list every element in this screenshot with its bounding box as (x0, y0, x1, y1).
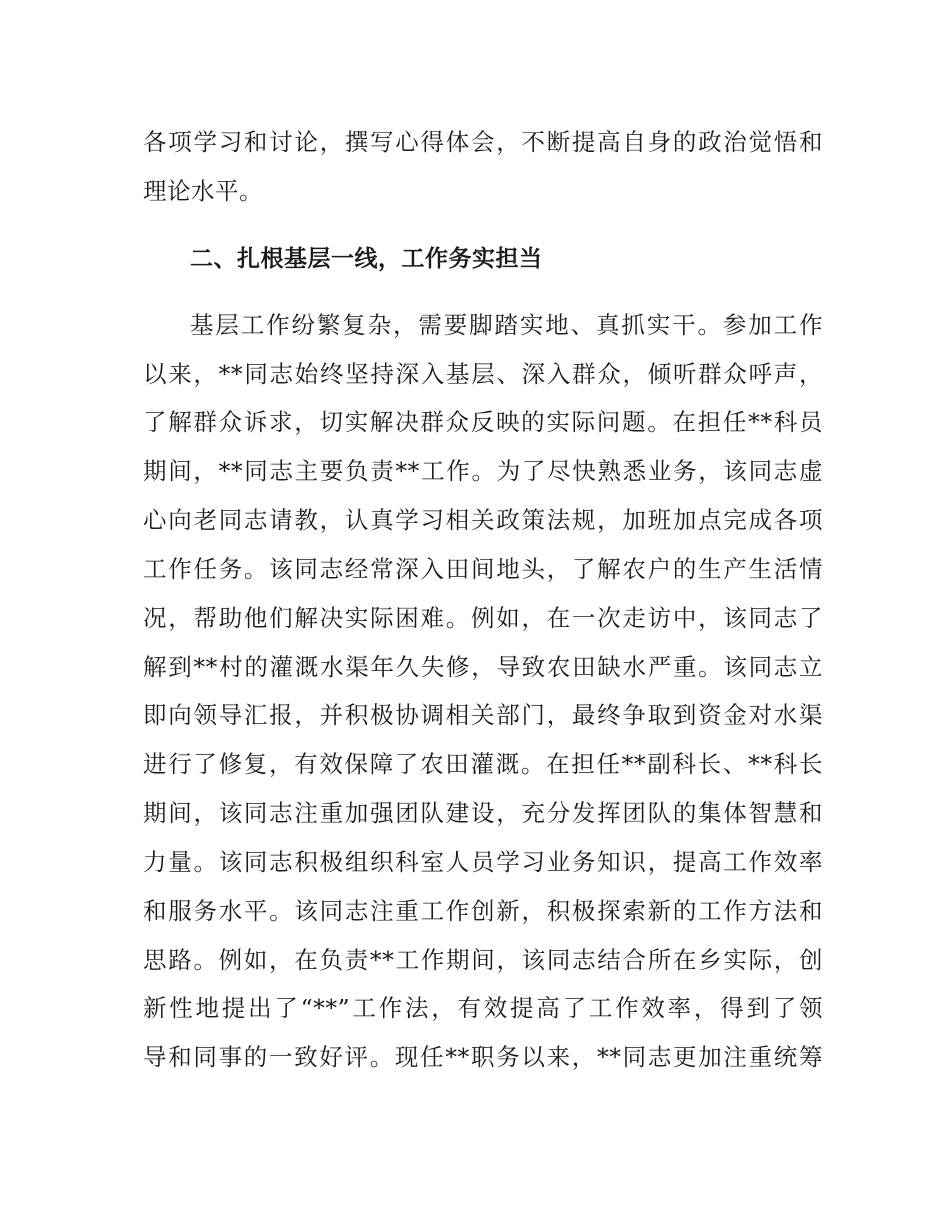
paragraph-line: 思路。例如，在负责**工作期间，该同志结合所在乡实际，创 (143, 946, 823, 974)
paragraph-line: 和服务水平。该同志注重工作创新，积极探索新的工作方法和 (143, 897, 823, 925)
paragraph-line: 各项学习和讨论，撰写心得体会，不断提高自身的政治觉悟和 (143, 128, 823, 156)
paragraph-line: 导和同事的一致好评。现任**职务以来，**同志更加注重统筹 (143, 1043, 823, 1071)
paragraph-line: 了解群众诉求，切实解决群众反映的实际问题。在担任**科员 (143, 408, 823, 436)
paragraph-line: 力量。该同志积极组织科室人员学习业务知识，提高工作效率 (143, 848, 823, 876)
section-heading: 二、扎根基层一线，工作务实担当 (190, 246, 543, 272)
paragraph-line: 进行了修复，有效保障了农田灌溉。在担任**副科长、**科长 (143, 750, 823, 778)
paragraph-line: 期间，**同志主要负责**工作。为了尽快熟悉业务，该同志虚 (143, 457, 823, 485)
paragraph-line: 期间，该同志注重加强团队建设，充分发挥团队的集体智慧和 (143, 799, 823, 827)
paragraph-line: 即向领导汇报，并积极协调相关部门，最终争取到资金对水渠 (143, 701, 823, 729)
paragraph-line: 基层工作纷繁复杂，需要脚踏实地、真抓实干。参加工作 (190, 311, 823, 339)
paragraph-line: 心向老同志请教，认真学习相关政策法规，加班加点完成各项 (143, 506, 823, 534)
paragraph-line: 工作任务。该同志经常深入田间地头，了解农户的生产生活情 (143, 555, 823, 583)
paragraph-line: 新性地提出了“**”工作法，有效提高了工作效率，得到了领 (143, 994, 823, 1022)
paragraph-line: 以来，**同志始终坚持深入基层、深入群众，倾听群众呼声， (143, 360, 823, 388)
paragraph-line: 理论水平。 (143, 177, 263, 205)
paragraph-line: 况，帮助他们解决实际困难。例如，在一次走访中，该同志了 (143, 604, 823, 632)
paragraph-line: 解到**村的灌溉水渠年久失修，导致农田缺水严重。该同志立 (143, 653, 823, 681)
